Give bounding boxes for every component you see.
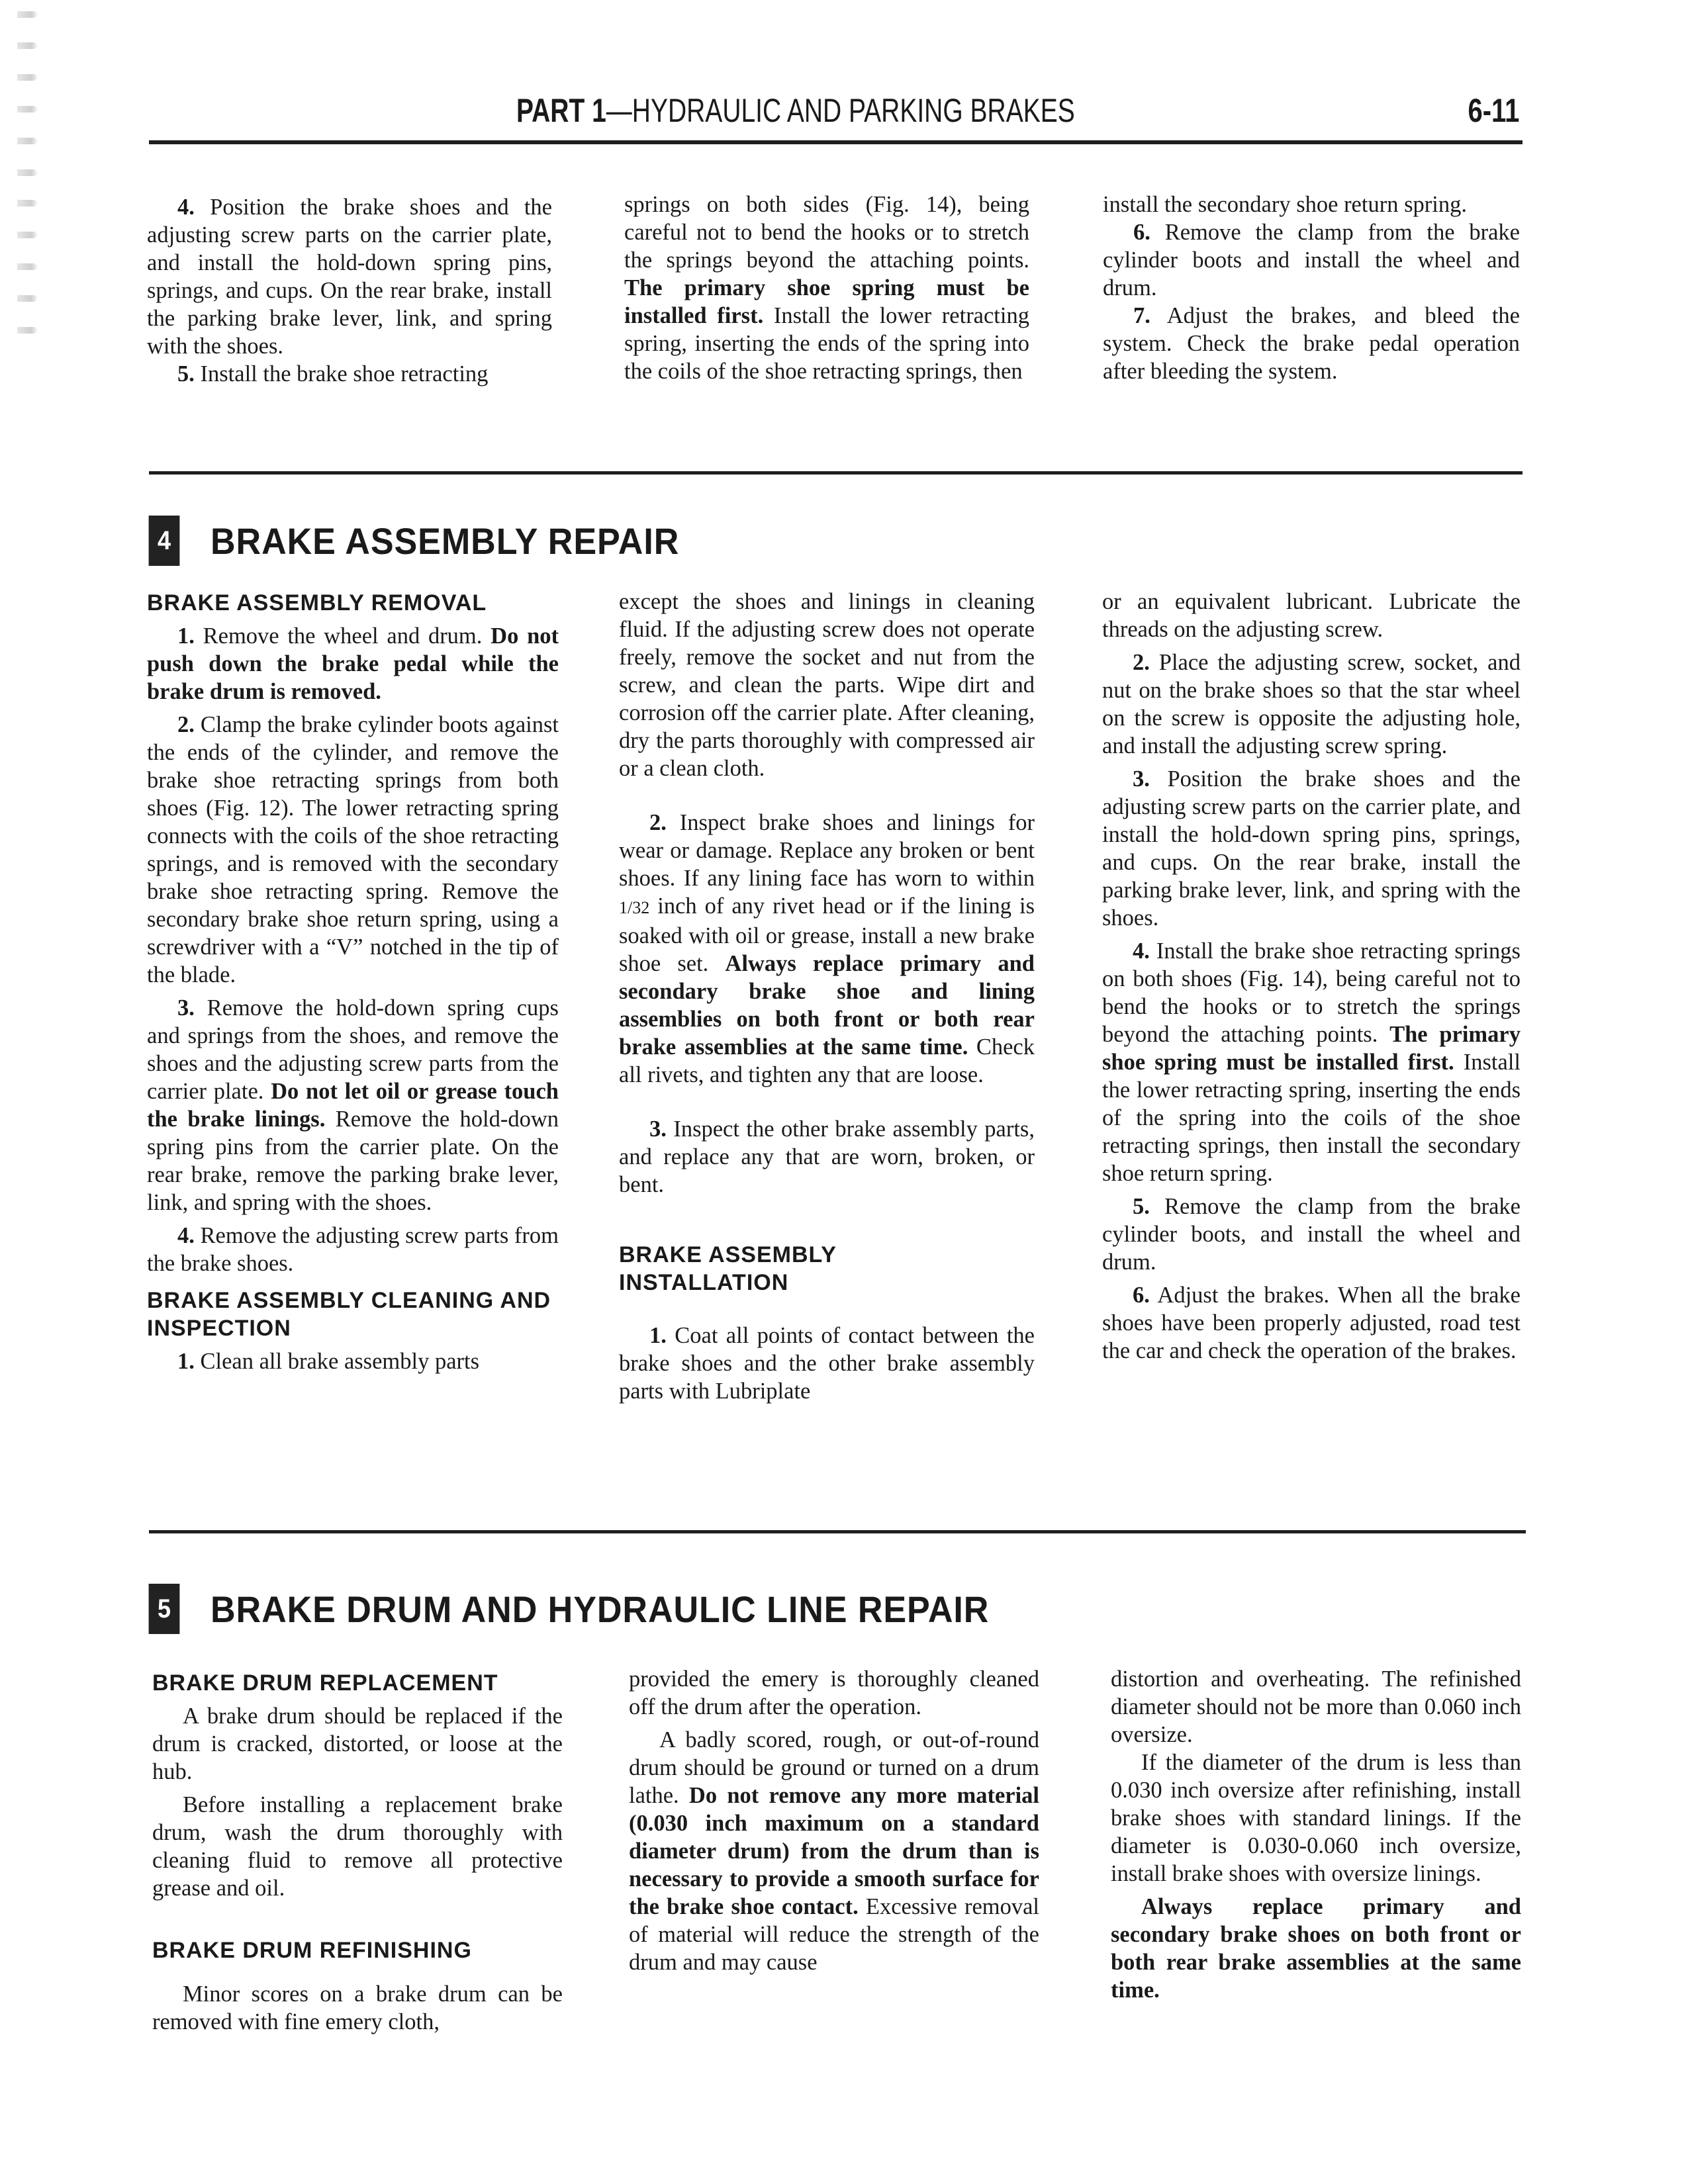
step-paragraph — [147, 994, 559, 1216]
step-text: Coat all points of contact between the brake shoes and the other brake assembly parts with Lubriplate — [619, 1323, 1035, 1404]
step-text: Remove the hold-down spring cups and springs from the shoes, and remove the shoes and the adjusting screw parts from the carrier plate. — [147, 995, 559, 1104]
step-number: 3. — [177, 995, 195, 1021]
binder-hole-mark — [17, 11, 37, 18]
step-text: inch of any rivet head or if the lining is soaked with oil or grease, install a new brake shoe set. — [619, 893, 1035, 976]
warning-text: The primary shoe spring must be installed first. — [624, 275, 1029, 328]
warning-text: Always replace primary and secondary brake shoe and lining assemblies on both front or both rear brake assemblies at the same time. — [619, 951, 1035, 1060]
step-number: 3. — [649, 1116, 667, 1142]
binder-hole-mark — [17, 232, 37, 238]
step-text: Install the brake shoe retracting — [194, 361, 489, 387]
subsection-heading-removal: BRAKE ASSEMBLY REMOVAL — [147, 590, 487, 615]
step-number: 2. — [649, 810, 667, 835]
body-paragraph: Before installing a replacement brake drum, wash the drum thoroughly with cleaning fluid to remove all protective grease and oil. — [152, 1792, 563, 1901]
warning-text: Do not push down the brake pedal while the brake drum is removed. — [147, 623, 559, 704]
section-divider — [149, 471, 1523, 475]
step-text: Place the adjusting screw, socket, and nut on the brake shoes so that the star wheel on the screw is opposite the adjusting hole, and install the adjusting screw spring. — [1102, 650, 1521, 758]
binder-hole-mark — [17, 106, 37, 113]
step-text: Install the brake shoe retracting springs on both shoes (Fig. 14), being careful not to bend the hooks or to stretch the springs beyond the attaching points. — [1102, 938, 1521, 1047]
step-text: Adjust the brakes. When all the brake shoes have been properly adjusted, road test the car and check the operation of the brakes. — [1102, 1283, 1521, 1363]
step-number: 1. — [649, 1323, 667, 1348]
body-text: Excessive removal of material will reduce the strength of the drum and may cause — [629, 1894, 1039, 1975]
step-text: Remove the clamp from the brake cylinder boots and install the wheel and drum. — [1103, 220, 1520, 300]
step-paragraph — [1103, 218, 1520, 302]
step-paragraph — [619, 1322, 1035, 1405]
binder-hole-mark — [17, 138, 37, 144]
body-text: or an equivalent lubricant. Lubricate the threads on the adjusting screw. — [1102, 589, 1521, 642]
body-paragraph: If the diameter of the drum is less than 0.030 inch oversize after refinishing, install brake shoes with standard linings. If the diameter is 0.030-0.060 inch oversize, install brake shoes with oversize linings. — [1111, 1750, 1521, 1886]
warning-text: Do not remove any more material (0.030 inch maximum on a standard diameter drum) from the drum than is necessary to provide a smooth surface for the brake shoe contact. — [629, 1783, 1039, 1919]
step-text: Position the brake shoes and the adjusting screw parts on the carrier plate, and install the hold-down spring pins, springs, and cups. On the rear brake, install the parking brake lever, link, and spring with the shoes. — [1102, 766, 1521, 931]
binder-hole-mark — [17, 327, 37, 334]
step-number: 6. — [1133, 1283, 1150, 1308]
section-number-badge: 4 — [149, 516, 180, 566]
step-paragraph — [1102, 765, 1521, 932]
step-number: 3. — [1133, 766, 1150, 792]
step-text: Remove the adjusting screw parts from the brake shoes. — [147, 1223, 559, 1276]
step-text: Clean all brake assembly parts — [194, 1349, 480, 1374]
section-5-column-2 — [629, 1665, 1039, 1976]
body-text: Install the lower retracting spring, inserting the ends of the spring into the coils of the shoe retracting springs, then — [624, 303, 1029, 384]
top-column-1 — [147, 193, 552, 388]
step-text: Adjust the brakes, and bleed the system. Check the brake pedal operation after bleeding the system. — [1103, 303, 1520, 384]
step-paragraph — [619, 809, 1035, 1089]
step-paragraph — [147, 1347, 559, 1375]
subsection-heading-drum-refinishing: BRAKE DRUM REFINISHING — [152, 1938, 472, 1963]
binder-hole-mark — [17, 42, 37, 49]
fraction: 1/32 — [619, 898, 650, 917]
warning-paragraph — [1111, 1893, 1521, 2004]
subsection-heading-installation: BRAKE ASSEMBLY INSTALLATION — [619, 1242, 837, 1295]
part-title: —HYDRAULIC AND PARKING BRAKES — [606, 92, 1075, 129]
subsection-heading-cleaning: BRAKE ASSEMBLY CLEANING AND INSPECTION — [147, 1288, 551, 1341]
header-rule — [149, 140, 1523, 144]
step-number: 4. — [1133, 938, 1150, 964]
step-paragraph — [1102, 649, 1521, 760]
step-paragraph — [147, 622, 559, 705]
section-4-heading — [147, 514, 715, 568]
step-paragraph — [147, 1222, 559, 1277]
step-text: Check all rivets, and tighten any that are loose. — [619, 1034, 1035, 1087]
body-text: install the secondary shoe return spring. — [1103, 192, 1467, 217]
binder-hole-mark — [17, 200, 37, 206]
continued-paragraph: provided the emery is thoroughly cleaned off the drum after the operation. — [629, 1666, 1039, 1719]
step-paragraph — [1102, 1193, 1521, 1276]
top-column-3 — [1103, 191, 1520, 385]
binder-hole-mark — [17, 263, 37, 270]
binder-hole-mark — [17, 295, 37, 302]
step-paragraph — [1102, 937, 1521, 1187]
step-text: Install the lower retracting spring, inserting the ends of the spring into the coils of the shoe retracting springs, then install the secondary shoe return spring. — [1102, 1050, 1521, 1186]
step-paragraph — [1103, 302, 1520, 385]
step-text: Position the brake shoes and the adjusting screw parts on the carrier plate, and install the hold-down spring pins, springs, and cups. On the rear brake, install the parking brake lever, link, and spring with the shoes. — [147, 195, 552, 359]
step-number: 1. — [177, 623, 195, 649]
section-5-column-1 — [152, 1669, 563, 2036]
continued-paragraph — [619, 588, 1035, 782]
section-5-heading — [147, 1582, 1048, 1636]
step-paragraph — [619, 1115, 1035, 1199]
section-4-column-2 — [619, 588, 1035, 1405]
warning-text: The primary shoe spring must be installed first. — [1102, 1022, 1521, 1075]
step-number: 5. — [177, 361, 195, 387]
step-text: Remove the wheel and drum. — [194, 623, 491, 649]
body-paragraph: A brake drum should be replaced if the drum is cracked, distorted, or loose at the hub. — [152, 1704, 563, 1784]
section-title: BRAKE ASSEMBLY REPAIR — [211, 520, 680, 562]
step-number: 2. — [177, 712, 195, 737]
step-text: Inspect brake shoes and linings for wear or damage. Replace any broken or bent shoes. If any lining face has worn to within — [619, 810, 1035, 891]
step-text: Remove the clamp from the brake cylinder boots, and install the wheel and drum. — [1102, 1194, 1521, 1275]
subsection-heading-drum-replacement: BRAKE DRUM REPLACEMENT — [152, 1670, 498, 1696]
running-header — [146, 86, 1519, 139]
body-text: springs on both sides (Fig. 14), being careful not to bend the hooks or to stretch the springs beyond the attaching points. — [624, 192, 1029, 273]
section-4-column-3 — [1102, 588, 1521, 1365]
running-title — [516, 91, 1075, 130]
step-text: Remove the hold-down spring pins from the carrier plate. On the rear brake, remove the parking brake lever, link, and spring with the shoes. — [147, 1107, 559, 1215]
step-paragraph — [147, 360, 552, 388]
step-number: 4. — [177, 1223, 195, 1248]
step-paragraph — [147, 193, 552, 360]
section-divider — [149, 1530, 1526, 1533]
step-number: 1. — [177, 1349, 195, 1374]
binder-hole-mark — [17, 74, 37, 81]
continued-paragraph — [1102, 588, 1521, 643]
body-paragraph — [629, 1726, 1039, 1976]
step-number: 6. — [1133, 220, 1150, 245]
step-text: Clamp the brake cylinder boots against the ends of the cylinder, and remove the brake shoe retracting springs from both shoes (Fig. 12). The lower retracting spring connects with the coils of the shoe retracting springs, and is removed with the secondary brake shoe retracting spring. Remove the secondary brake shoe return spring, using a screwdriver with a “V” notched in the tip of the blade. — [147, 712, 559, 987]
body-text: A badly scored, rough, or out-of-round drum should be ground or turned on a drum lathe. — [629, 1727, 1039, 1808]
section-5-column-3 — [1111, 1665, 1521, 2004]
continued-paragraph — [1103, 191, 1520, 218]
part-label: PART 1 — [516, 92, 606, 129]
step-number: 4. — [177, 195, 195, 220]
body-paragraph: Minor scores on a brake drum can be removed with fine emery cloth, — [152, 1981, 563, 2034]
warning-text: Do not let oil or grease touch the brake linings. — [147, 1079, 559, 1132]
step-paragraph — [147, 711, 559, 989]
section-4-column-1 — [147, 589, 559, 1375]
step-number: 7. — [1133, 303, 1150, 328]
warning-text: Always replace primary and secondary brake shoes on both front or both rear brake assemblies at the same time. — [1111, 1894, 1521, 2003]
page-number: 6-11 — [1468, 92, 1519, 129]
continued-paragraph: distortion and overheating. The refinished diameter should not be more than 0.060 inch oversize. — [1111, 1666, 1521, 1747]
section-number-badge: 5 — [149, 1584, 180, 1634]
top-column-2 — [624, 191, 1029, 385]
binder-hole-mark — [17, 169, 37, 176]
step-number: 2. — [1133, 650, 1150, 675]
binder-marks — [0, 0, 53, 2184]
step-paragraph — [1102, 1281, 1521, 1365]
continued-paragraph — [624, 191, 1029, 385]
step-text: Inspect the other brake assembly parts, and replace any that are worn, broken, or bent. — [619, 1116, 1035, 1197]
body-text: except the shoes and linings in cleaning fluid. If the adjusting screw does not operate freely, remove the socket and nut from the screw, and clean the parts. Wipe dirt and corrosion off the carrier plate. After cleaning, dry the parts thoroughly with compressed air or a clean cloth. — [619, 589, 1035, 781]
section-title: BRAKE DRUM AND HYDRAULIC LINE REPAIR — [211, 1588, 990, 1630]
step-number: 5. — [1133, 1194, 1150, 1219]
